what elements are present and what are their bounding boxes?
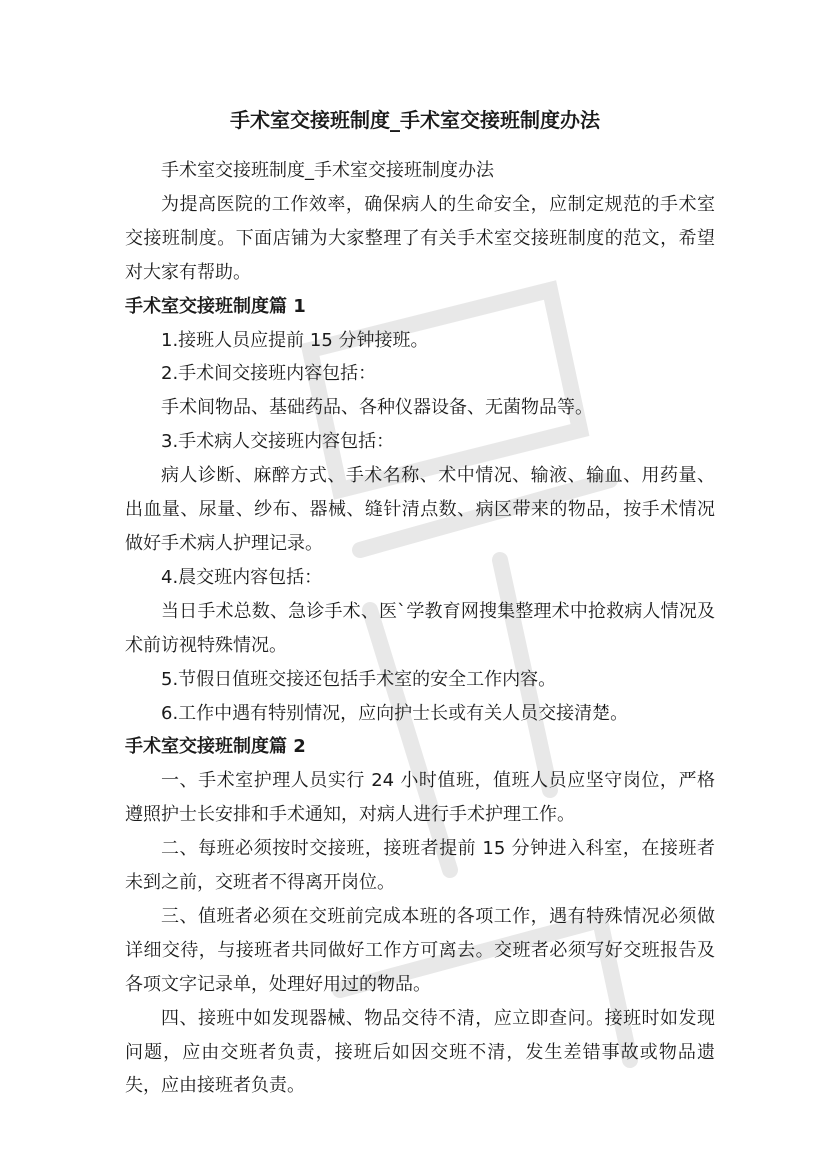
list-item: 1.接班人员应提前 15 分钟接班。 [161,329,429,351]
list-item: 2.手术间交接班内容包括： [161,363,377,385]
section-heading-1: 手术室交接班制度篇 1 [125,295,306,317]
list-item: 5.节假日值班交接还包括手术室的安全工作内容。 [161,668,557,690]
section-heading-2: 手术室交接班制度篇 2 [125,736,306,758]
intro-title-line: 手术室交接班制度_手术室交接班制度办法 [161,160,494,181]
list-item: 3.手术病人交接班内容包括： [161,431,395,453]
document-body [125,154,715,1103]
list-item: 4.晨交班内容包括： [161,566,323,588]
list-item-detail: 手术间物品、基础药品、各种仪器设备、无菌物品等。 [161,397,593,419]
rule-paragraph: 四、接班中如发现器械、物品交待不清，应立即查问。接班时如发现问题，应由交班者负责，接班后如因交班不清，发生差错事故或物品遗失，应由接班者负责。 [125,1007,715,1097]
list-item: 6.工作中遇有特别情况，应向护士长或有关人员交接清楚。 [161,702,629,724]
rule-paragraph: 三、值班者必须在交班前完成本班的各项工作，遇有特殊情况必须做详细交待，与接班者共同做好工作方可离去。交班者必须写好交班报告及各项文字记录单，处理好用过的物品。 [125,905,715,995]
list-item-detail: 病人诊断、麻醉方式、手术名称、术中情况、输液、输血、用药量、出血量、尿量、纱布、器械、缝针清点数、病区带来的物品，按手术情况做好手术病人护理记录。 [125,465,715,554]
intro-paragraph: 为提高医院的工作效率，确保病人的生命安全，应制定规范的手术室交接班制度。下面店铺为大家整理了有关手术室交接班制度的范文，希望对大家有帮助。 [125,193,715,283]
rule-paragraph: 一、手术室护理人员实行 24 小时值班，值班人员应坚守岗位，严格遵照护士长安排和手术通知，对病人进行手术护理工作。 [125,770,715,826]
page-title: 手术室交接班制度_手术室交接班制度办法 [230,108,600,132]
rule-paragraph: 二、每班必须按时交接班，接班者提前 15 分钟进入科室，在接班者未到之前，交班者不得离开岗位。 [125,838,715,894]
list-item-detail: 当日手术总数、急诊手术、医`学教育网搜集整理术中抢救病人情况及术前访视特殊情况。 [125,600,715,656]
